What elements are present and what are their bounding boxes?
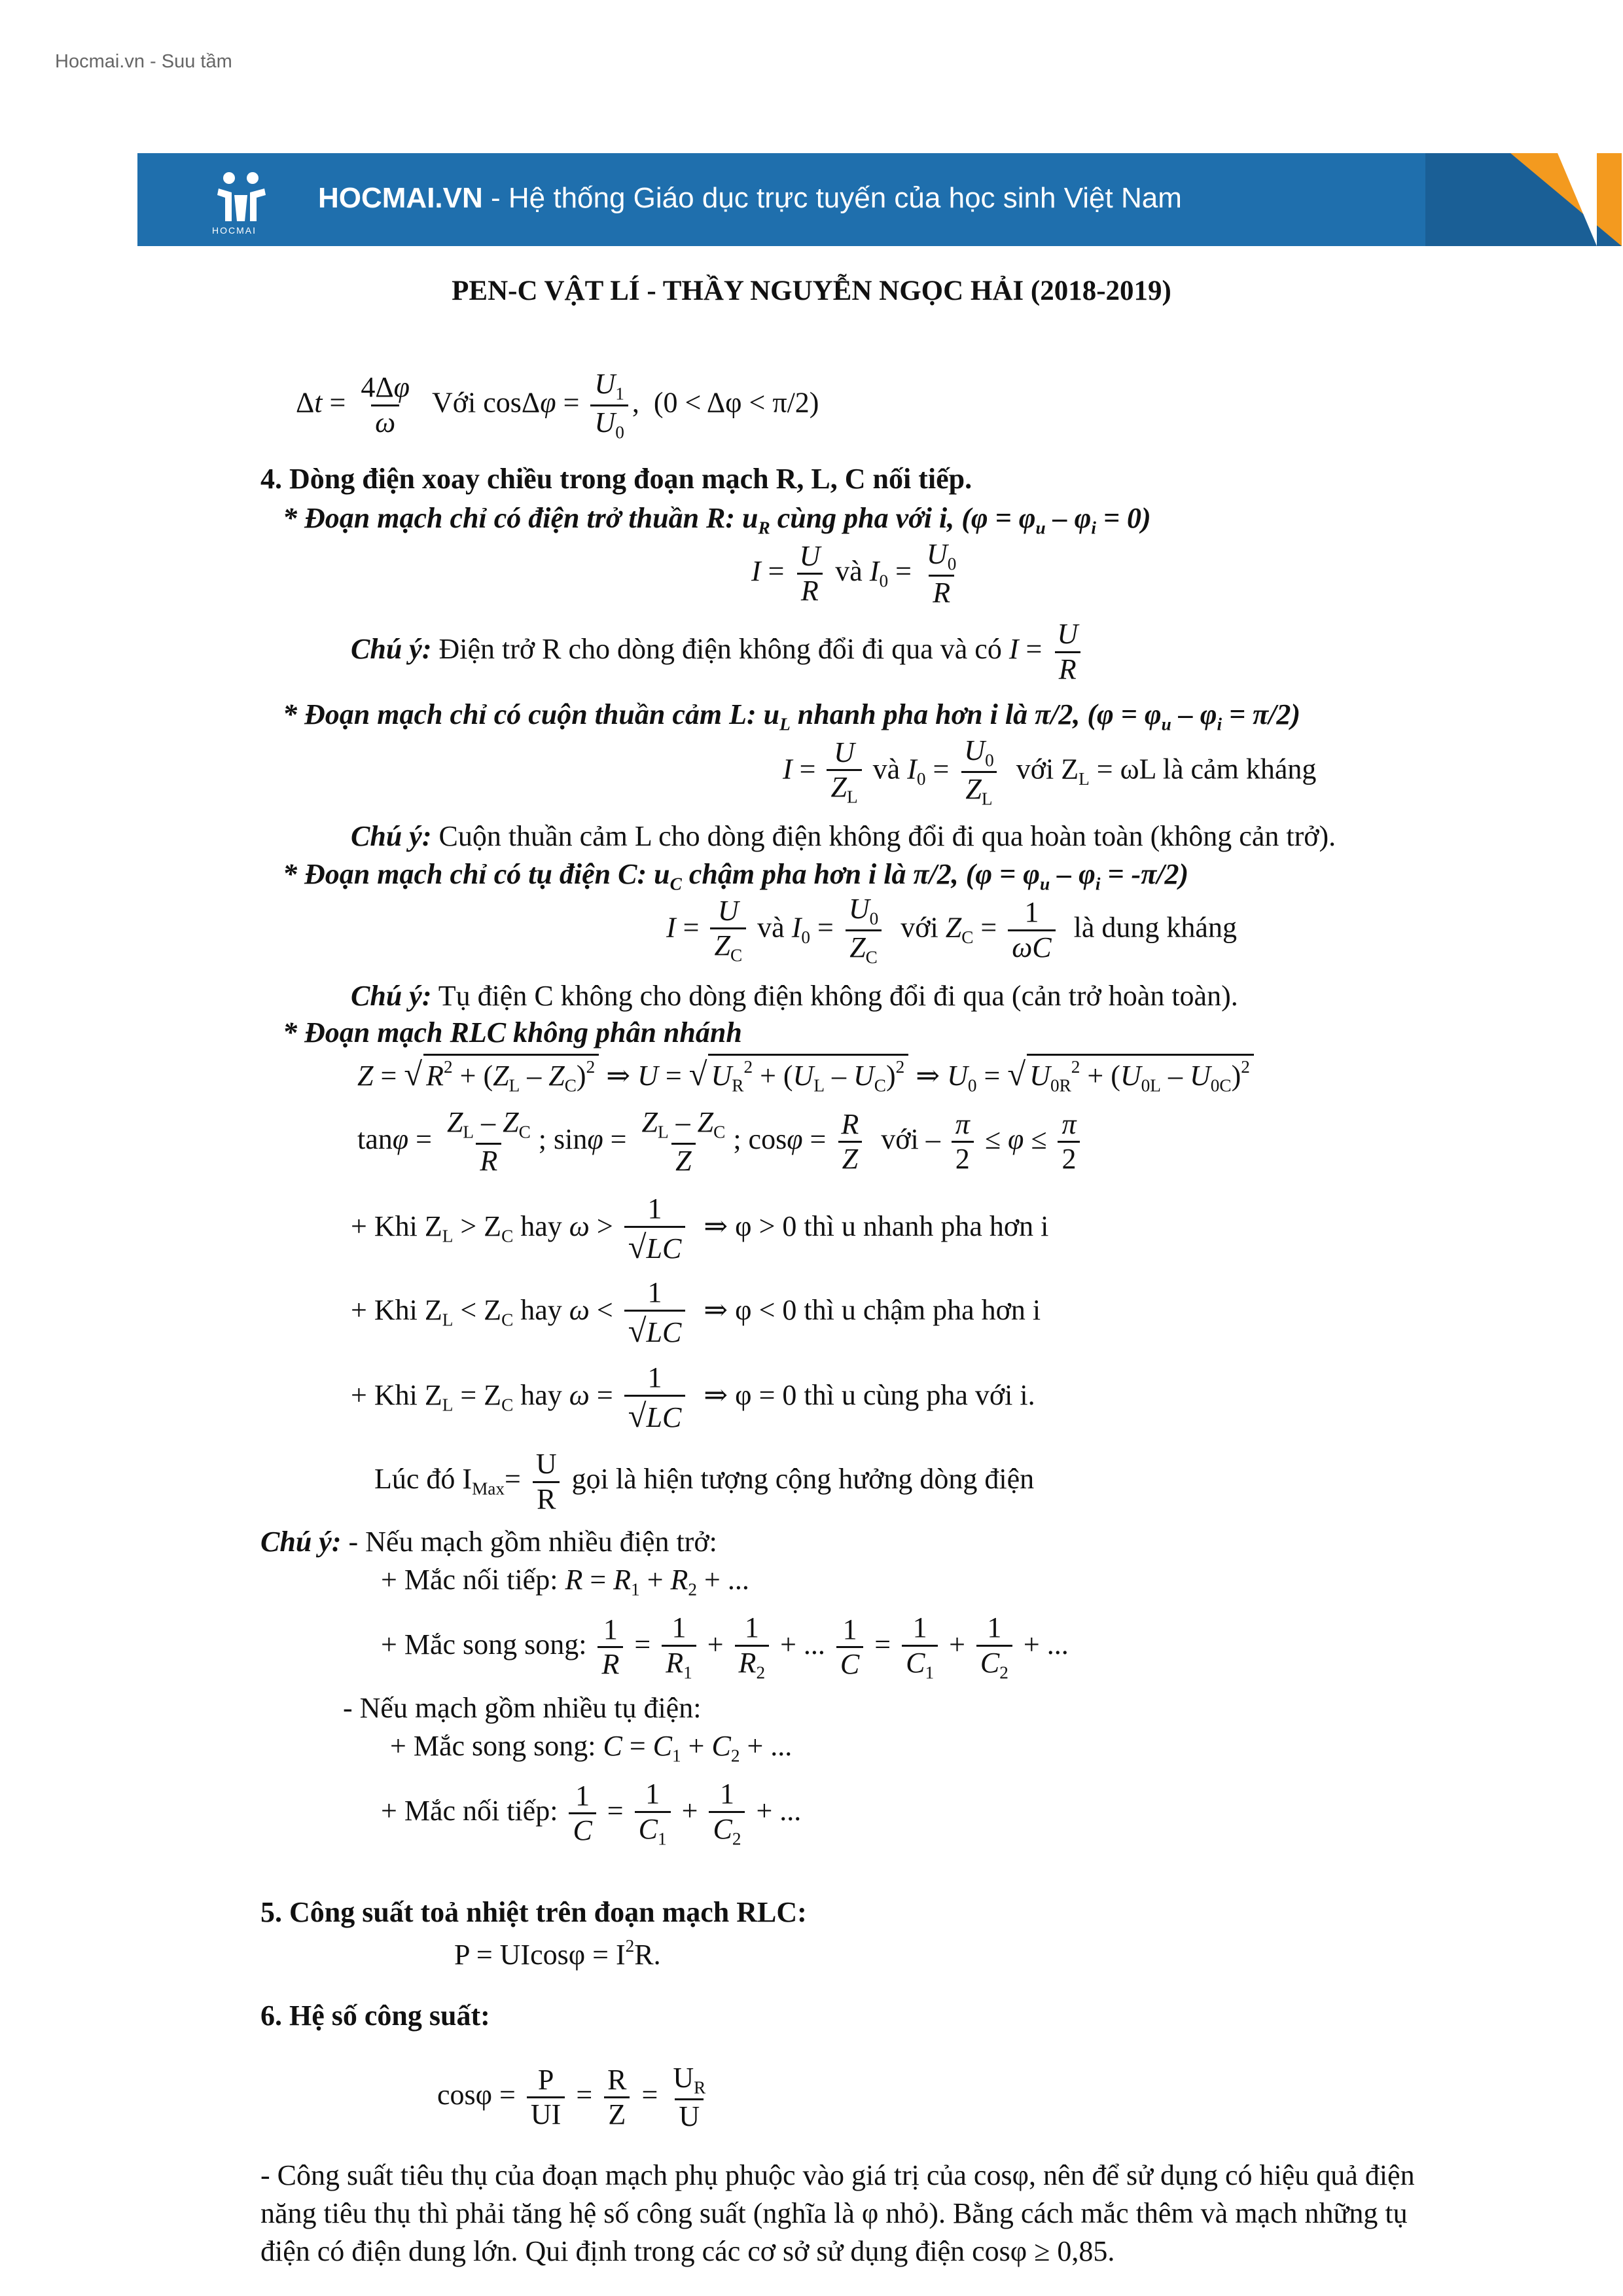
paragraph-line-1: - Công suất tiêu thụ của đoạn mạch phụ phuộc vào giá trị của cosφ, nên để sử dụng có hiệu quả điện [260, 2159, 1415, 2191]
document-title: PEN-C VẬT LÍ - THẦY NGUYỄN NGỌC HẢI (2018-2019) [452, 276, 1171, 306]
logo-text: HOCMAI [212, 225, 257, 236]
brand-name: HOCMAI.VN [318, 182, 483, 214]
resistor-current-formula: I = $\frac{U}{R}$ và $I_0$ = $\frac{U_0}{R}$ [751, 538, 957, 609]
phase-formula: tanφ = $\frac{Z_L - Z_C}{R}$ ; sinφ = $\frac{Z_L - Z_C}{Z}$ ; cosφ = $\frac{R}{Z}$ với – $\frac{\pi}{2}$ ≤ φ ≤ $\frac{\pi}{2}$ [357, 1106, 1084, 1178]
multi-resistor-note: Chú ý: - Nếu mạch gồm nhiều điện trở: [260, 1526, 717, 1558]
section-6-heading: 6. Hệ số công suất: [260, 2000, 490, 2032]
header-banner [137, 153, 1622, 246]
case-inductor: * Đoạn mạch chỉ có cuộn thuần cảm L: $u_L$ nhanh pha hơn i là π/2, $(\varphi = \varphi_u - \varphi_i = \pi/2)$ [283, 698, 1301, 734]
capacitor-series: + Mắc nối tiếp: $\frac{1}{C}$ = $\frac{1}{C_1}$ + $\frac{1}{C_2}$ + ... [381, 1778, 802, 1849]
source-note: Hocmai.vn - Suu tầm [55, 51, 232, 72]
capacitor-current-formula: I = $\frac{U}{Z_C}$ và $I_0$ = $\frac{U_0}{Z_C}$ với $Z_C$ = $\frac{1}{\omega C}$ là dung kháng [666, 893, 1237, 967]
resistor-note: Chú ý: Điện trở R cho dòng điện không đổi đi qua và có I = $\frac{U}{R}$ [351, 618, 1086, 686]
resistor-series: + Mắc nối tiếp: $R = R_1 + R_2$ + ... [381, 1564, 749, 1600]
resistor-capacitor-parallel: + Mắc song song: $\frac{1}{R}$ = $\frac{1}{R_1}$ + $\frac{1}{R_2}$ + ... $\frac{1}{C}$ = $\frac{1}{C_1}$ + $\frac{1}{C_2}$ + ... [381, 1611, 1069, 1683]
power-factor-formula: cosφ = $\frac{P}{UI}$ = $\frac{R}{Z}$ = $\frac{U_R}{U}$ [437, 2062, 706, 2132]
case-capacitor: * Đoạn mạch chỉ có tụ điện C: $u_C$ chậm pha hơn i là π/2, $(\varphi = \varphi_u - \varphi_i = -\pi/2)$ [283, 858, 1189, 894]
case-zl-equal: + Khi $Z_L = Z_C$ hay ω = $\frac{1}{√LC}$ ⇒ φ = 0 thì u cùng pha với i. [351, 1361, 1035, 1434]
inductor-current-formula: I = $\frac{U}{Z_L}$ và $I_0$ = $\frac{U_0}{Z_L}$ với $Z_L = \omega L$ là cảm kháng [783, 734, 1317, 809]
voi-label: Với [432, 386, 476, 419]
section-4-heading: 4. Dòng điện xoay chiều trong đoạn mạch R, L, C nối tiếp. [260, 463, 972, 495]
case-zl-greater: + Khi $Z_L > Z_C$ hay ω > $\frac{1}{√LC}$ ⇒ φ > 0 thì u nhanh pha hơn i [351, 1193, 1049, 1265]
hocmai-logo-icon [215, 169, 268, 232]
banner-brand [318, 182, 1182, 215]
delta-t-formula: Δt = $\frac{4\Delta\varphi}{\omega}$ Với cosΔφ = $\frac{U_1}{U_0}$ , (0 < Δφ < π/2) [296, 368, 819, 442]
resonance-line: Lúc đó $I_{Max}=$ $\frac{U}{R}$ gọi là hiện tượng cộng hưởng dòng điện [374, 1448, 1035, 1515]
brand-tagline: - Hệ thống Giáo dục trực tuyến của học sinh Việt Nam [482, 182, 1182, 214]
paragraph-line-3: điện có điện dung lớn. Qui định trong các cơ sở sử dụng điện cosφ ≥ 0,85. [260, 2235, 1115, 2267]
section-5-heading: 5. Công suất toả nhiệt trên đoạn mạch RLC: [260, 1896, 807, 1928]
case-rlc: * Đoạn mạch RLC không phân nhánh [283, 1016, 742, 1049]
paragraph-line-2: năng tiêu thụ thì phải tăng hệ số công suất (nghĩa là φ nhỏ). Bằng cách mắc thêm và mạch những tụ [260, 2197, 1408, 2229]
power-formula: $P = UIcos\varphi = I^2R$. [454, 1936, 661, 1971]
capacitor-parallel: + Mắc song song: $C = C_1 + C_2$ + ... [390, 1730, 793, 1766]
case-resistor: * Đoạn mạch chỉ có điện trở thuần R: $u_R$ cùng pha với i, $(\varphi = \varphi_u - \varphi_i = 0)$ [283, 502, 1151, 538]
banner-cut [1558, 153, 1597, 246]
case-zl-less: + Khi $Z_L < Z_C$ hay ω < $\frac{1}{√LC}$ ⇒ φ < 0 thì u chậm pha hơn i [351, 1276, 1041, 1349]
inductor-note: Chú ý: Cuộn thuần cảm L cho dòng điện không đổi đi qua hoàn toàn (không cản trở). [351, 820, 1336, 852]
impedance-formula: Z = √ $R^2 + (Z_L - Z_C)^2$ ⇒ U = √ $U_R^2 + (U_L - U_C)^2$ ⇒ $U_0$ = √ $U_{0R}^2 + (U_{0L} - U_{0C})^2$ [357, 1054, 1254, 1096]
capacitor-note: Chú ý: Tụ điện C không cho dòng điện không đổi đi qua (cản trở hoàn toàn). [351, 980, 1238, 1012]
multi-capacitor-note: - Nếu mạch gồm nhiều tụ điện: [343, 1692, 702, 1724]
